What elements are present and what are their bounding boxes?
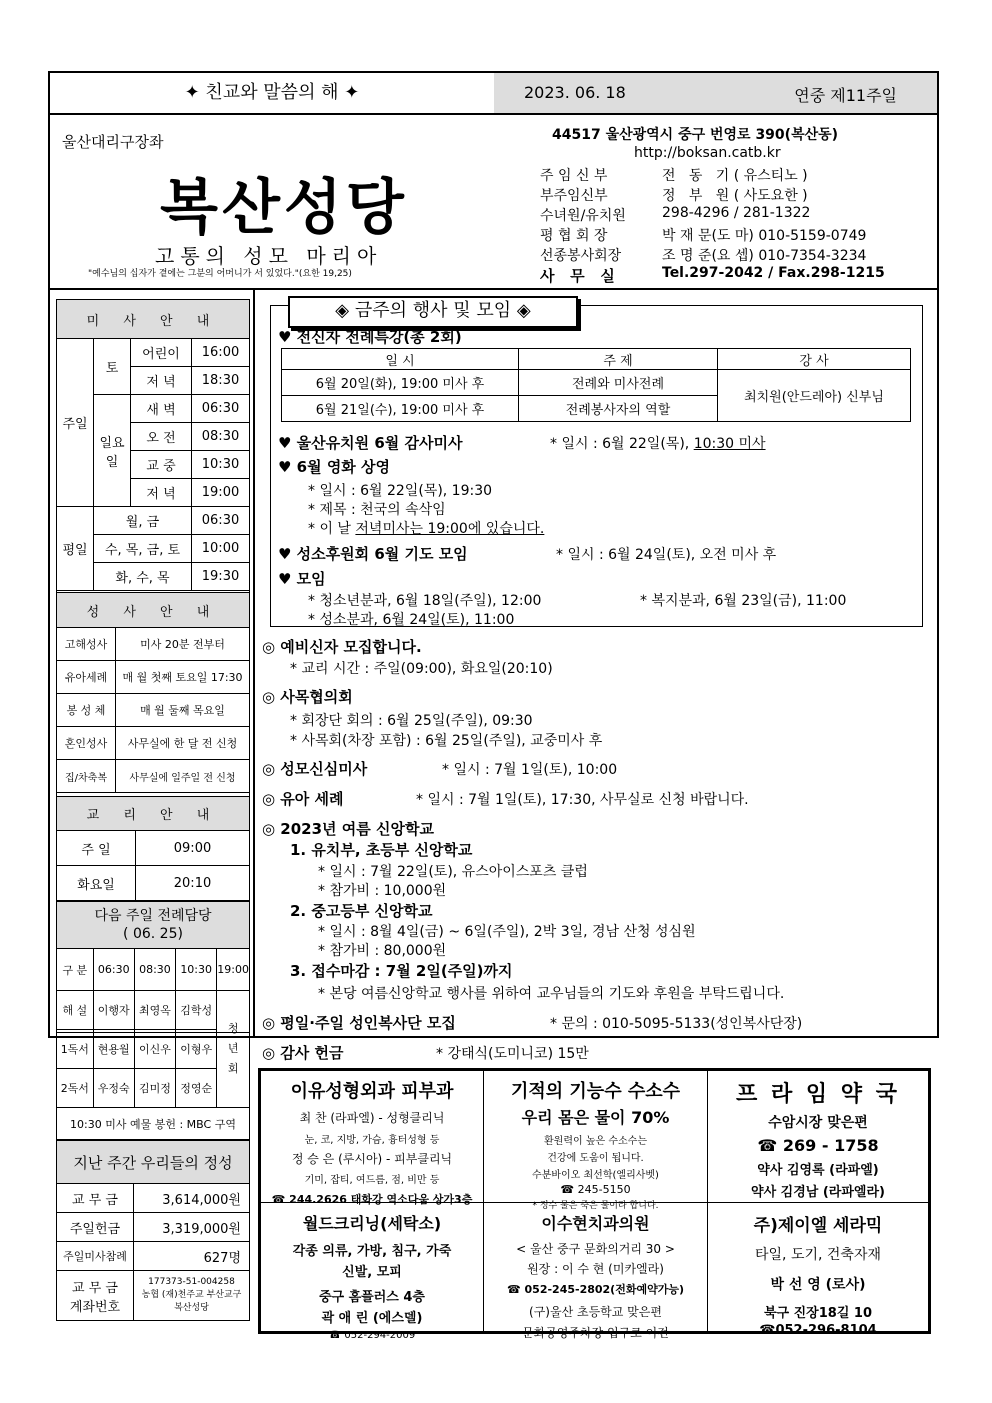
meeting-item: * 성소분과, 6월 24일(토), 11:00 xyxy=(308,612,515,628)
sunday-sub-label: 일요일 xyxy=(94,395,131,507)
liturgy-role: 2독서 xyxy=(57,1069,94,1108)
staff-role: 수녀원/유치원 xyxy=(540,208,626,224)
notice-heading: ◎ 평일·주일 성인복사단 모집 xyxy=(262,1014,456,1032)
ad-title: 이수현치과의원 xyxy=(541,1214,650,1233)
column-divider xyxy=(253,290,255,1038)
mass-name: 교 중 xyxy=(131,451,192,479)
ad-line: 눈, 코, 지방, 가슴, 흉터성형 등 xyxy=(304,1135,440,1146)
year-motto: ✦ 친교와 말씀의 해 ✦ xyxy=(50,73,496,113)
sacrament-value: 매 월 둘째 목요일 xyxy=(116,694,250,727)
liturgy-head: 06:30 xyxy=(93,949,134,991)
offering-name: 주일헌금 xyxy=(57,1213,134,1242)
catechism-day: 화요일 xyxy=(57,866,136,901)
kinder-time: 10:30 미사 xyxy=(693,436,766,452)
school-detail: * 참가비 : 80,000원 xyxy=(318,943,447,959)
parish-url[interactable]: http://boksan.catb.kr xyxy=(634,145,781,161)
offering-name: 교 무 금 xyxy=(57,1184,134,1213)
staff-value: 298-4296 / 281-1322 xyxy=(662,205,811,221)
header-divider xyxy=(48,288,939,290)
school-item: 2. 중고등부 신앙학교 xyxy=(290,902,433,920)
weekday-name: 월, 금 xyxy=(94,507,192,535)
weekday-time: 19:30 xyxy=(192,563,250,591)
lecture-topic: 전례와 미사전례 xyxy=(519,370,718,396)
weekday-time: 10:00 xyxy=(192,535,250,563)
ad-phone: ☎ 245-5150 xyxy=(560,1183,631,1196)
ad-clinic[interactable] xyxy=(260,1070,484,1206)
notice-detail: * 강태식(도미니코) 15만 xyxy=(436,1046,589,1062)
movie-heading: ♥ 6월 영화 상영 xyxy=(278,458,391,476)
liturgy-table xyxy=(56,901,250,1140)
ad-title: 프 라 임 약 국 xyxy=(736,1082,900,1107)
school-detail: * 일시 : 8월 4일(금) ~ 6일(주일), 2박 3일, 경남 산청 성심원 xyxy=(318,924,696,940)
notice-detail: * 일시 : 7월 1일(토), 17:30, 사무실로 신청 바랍니다. xyxy=(416,792,749,808)
ad-line: 건강에 도움이 됩니다. xyxy=(547,1153,644,1164)
ad-line: 원장 : 이 수 현 (미카엘라) xyxy=(527,1262,664,1276)
support-date: * 일시 : 6월 24일(토), 오전 미사 후 xyxy=(556,547,777,563)
liturgy-cell: 김미정 xyxy=(134,1069,175,1108)
parish-address: 44517 울산광역시 중구 번영로 390(복산동) xyxy=(552,127,839,143)
staff-role: 부주임신부 xyxy=(540,188,608,204)
sacrament-name: 집/차축복 xyxy=(57,760,116,793)
ad-line: 곽 애 린 (에스델) xyxy=(321,1311,423,1326)
sunday-label: 주일 xyxy=(57,339,94,507)
meeting-item: * 복지분과, 6월 23일(금), 11:00 xyxy=(640,593,847,609)
mass-name: 저 녁 xyxy=(131,367,192,395)
catechism-time: 09:00 xyxy=(136,831,250,866)
lecture-date: 6월 20일(화), 19:00 미사 후 xyxy=(282,370,519,396)
staff-role: 주 임 신 부 xyxy=(540,168,608,184)
liturgy-note: 10:30 미사 예물 봉헌 : MBC 구역 xyxy=(57,1108,250,1140)
account-number: 177373-51-004258 xyxy=(148,1277,235,1287)
saturday-label: 토 xyxy=(94,339,131,395)
patron-quote: "예수님의 십자가 곁에는 그분의 어머니가 서 있었다."(요한 19,25) xyxy=(88,269,352,279)
liturgy-head: 08:30 xyxy=(134,949,175,991)
staff-value: Tel.297-2042 / Fax.298-1215 xyxy=(662,265,885,281)
ad-dental[interactable] xyxy=(483,1202,708,1340)
liturgy-role: 1독서 xyxy=(57,1030,94,1069)
staff-role: 평 협 회 장 xyxy=(540,228,608,244)
ad-ceramic[interactable] xyxy=(707,1202,929,1338)
weekday-name: 화, 수, 목 xyxy=(94,563,192,591)
sacrament-title: 성 사 안 내 xyxy=(57,593,250,628)
mass-name: 어린이 xyxy=(131,339,192,367)
ad-line: 우리 몸은 물이 70% xyxy=(521,1108,670,1127)
catechism-day: 주 일 xyxy=(57,831,136,866)
liturgy-cell: 이신우 xyxy=(134,1030,175,1069)
ad-line: 각종 의류, 가방, 침구, 가죽 xyxy=(292,1244,452,1259)
liturgy-role: 해 설 xyxy=(57,991,94,1030)
header-bar xyxy=(48,71,939,115)
mass-title: 미 사 안 내 xyxy=(57,300,250,339)
school-item: 1. 유치부, 초등부 신앙학교 xyxy=(290,841,473,859)
school-detail: * 일시 : 7월 22일(토), 유스아이스포츠 클럽 xyxy=(318,864,588,880)
lecture-date: 6월 21일(수), 19:00 미사 후 xyxy=(282,396,519,422)
parish-name: 복산성당 xyxy=(160,173,408,243)
staff-role: 사 무 실 xyxy=(540,267,615,285)
mass-time: 06:30 xyxy=(192,395,250,423)
ad-line: 약사 김경남 (라파엘라) xyxy=(751,1185,885,1200)
movie-title: * 제목 : 천국의 속삭임 xyxy=(308,502,446,518)
ad-phone: ☎ 052-294-2009 xyxy=(328,1330,416,1341)
mass-time: 10:30 xyxy=(192,451,250,479)
liturgy-youth: 청 년 회 xyxy=(217,991,250,1108)
ad-line: 기미, 잡티, 여드름, 점, 비만 등 xyxy=(304,1175,440,1186)
weekday-name: 수, 목, 금, 토 xyxy=(94,535,192,563)
ad-line: 신발, 모피 xyxy=(342,1265,402,1280)
movie-note xyxy=(308,518,544,538)
ad-line: 정 승 은 (루시아) - 피부클리닉 xyxy=(291,1152,453,1166)
sacrament-value: 사무실에 일주일 전 신청 xyxy=(116,760,250,793)
weekday-time: 06:30 xyxy=(192,507,250,535)
ad-title: 기적의 기능수 수소수 xyxy=(510,1081,681,1102)
lecture-heading: ♥ 전신자 전례특강(총 2회) xyxy=(278,328,462,346)
bulletin-date: 2023. 06. 18 xyxy=(524,83,626,102)
ad-line: 문화공영주차장 입구로 이전 xyxy=(522,1326,669,1340)
liturgy-head: 19:00 xyxy=(217,949,250,991)
school-detail: * 본당 여름신앙학교 행사를 위하여 교우님들의 기도와 후원을 부탁드립니다. xyxy=(318,986,785,1002)
ads-grid xyxy=(258,1068,931,1341)
ad-line: 타일, 도기, 건축자재 xyxy=(755,1247,881,1263)
movie-note-text: 저녁미사는 19:00에 있습니다. xyxy=(355,521,545,537)
staff-value: 조 명 준(요 셉) 010-7354-3234 xyxy=(662,248,867,264)
offering-name: 주일미사참례 xyxy=(57,1242,134,1271)
account-label: 교 무 금 계좌번호 xyxy=(57,1271,134,1321)
liturgy-head: 10:30 xyxy=(176,949,217,991)
sacrament-table xyxy=(56,592,250,793)
ad-phone: ☎ 052-245-2802(전화예약가능) xyxy=(506,1283,684,1296)
ad-line: 환원력이 높은 수소수는 xyxy=(544,1136,647,1147)
ad-line: 박 선 영 (로사) xyxy=(770,1277,866,1293)
notice-heading: ◎ 성모신심미사 xyxy=(262,760,368,778)
ad-title: 주)제이엘 세라믹 xyxy=(753,1216,883,1236)
mass-name: 저 녁 xyxy=(131,479,192,507)
account-bank: 농협 (재)천주교 부산교구 xyxy=(141,1290,242,1300)
sacrament-name: 봉 성 체 xyxy=(57,694,116,727)
notice-detail: * 문의 : 010-5095-5133(성인복사단장) xyxy=(550,1016,803,1032)
district-label: 울산대리구장좌 xyxy=(62,133,164,151)
liturgy-cell: 김학성 xyxy=(176,991,217,1030)
ad-phone: ☎ 244.2626 태화강 역소다움 상가3층 xyxy=(271,1193,473,1206)
ad-pharmacy[interactable] xyxy=(707,1070,929,1203)
notice-detail: * 회장단 회의 : 6월 25일(주일), 09:30 xyxy=(290,713,533,729)
mass-time: 08:30 xyxy=(192,423,250,451)
sacrament-value: 매 월 첫째 토요일 17:30 xyxy=(116,661,250,694)
liturgy-cell: 이형우 xyxy=(176,1030,217,1069)
offering-value: 627명 xyxy=(134,1242,250,1271)
sacrament-name: 유아세례 xyxy=(57,661,116,694)
ad-title: 이유성형외과 피부과 xyxy=(290,1081,454,1102)
notice-heading: ◎ 2023년 여름 신앙학교 xyxy=(262,820,434,838)
movie-date: * 일시 : 6월 22일(목), 19:30 xyxy=(308,483,493,499)
ad-phone: ☎052-296-8104 xyxy=(759,1323,877,1338)
mass-time: 16:00 xyxy=(192,339,250,367)
ad-line: 최 찬 (라파엘) - 성형클리닉 xyxy=(299,1111,445,1125)
staff-value: 전 동 기 ( 유스티노 ) xyxy=(662,168,808,184)
notice-detail: * 일시 : 7월 1일(토), 10:00 xyxy=(442,762,618,778)
ad-line: 북구 진장18길 10 xyxy=(763,1306,873,1321)
school-detail: * 참가비 : 10,000원 xyxy=(318,883,447,899)
liturgy-cell: 정영순 xyxy=(176,1069,217,1108)
ad-line: * 정수 물은 죽은 물이라 합니다. xyxy=(532,1201,659,1211)
kinder-mass: ♥ 울산유치원 6월 감사미사 xyxy=(278,434,463,452)
ad-cleaning[interactable] xyxy=(260,1202,484,1341)
lecture-speaker: 최치원(안드레아) 신부님 xyxy=(718,370,911,422)
movie-note-prefix: * 이 날 xyxy=(308,521,356,537)
support-heading: ♥ 성소후원회 6월 기도 모임 xyxy=(278,545,468,563)
ad-phone: ☎ 269 - 1758 xyxy=(757,1136,879,1155)
lecture-topic: 전례봉사자의 역할 xyxy=(519,396,718,422)
sacrament-name: 혼인성사 xyxy=(57,727,116,760)
ad-line: (구)울산 초등학교 맞은편 xyxy=(529,1305,662,1319)
lecture-head: 강 사 xyxy=(718,349,911,370)
offering-value: 3,614,000원 xyxy=(134,1184,250,1213)
events-title: ◈ 금주의 행사 및 모임 ◈ xyxy=(288,296,578,328)
mass-time: 18:30 xyxy=(192,367,250,395)
mass-name: 새 벽 xyxy=(131,395,192,423)
mass-time: 19:00 xyxy=(192,479,250,507)
catechism-title: 교 리 안 내 xyxy=(57,797,250,831)
lecture-head: 주 제 xyxy=(519,349,718,370)
date-block xyxy=(494,73,937,113)
staff-value: 정 부 원 ( 사도요한 ) xyxy=(662,188,808,204)
mass-table xyxy=(56,299,250,591)
liturgy-cell: 최영옥 xyxy=(134,991,175,1030)
ad-title: 월드크리닝(세탁소) xyxy=(302,1214,442,1233)
liturgy-head: 구 분 xyxy=(57,949,94,991)
notice-detail: * 사목회(차장 포함) : 6월 25일(주일), 교중미사 후 xyxy=(290,733,603,749)
ad-line: 수분바이오 최선학(엘리사벳) xyxy=(532,1170,659,1181)
catechism-table xyxy=(56,796,250,901)
offering-value: 3,319,000원 xyxy=(134,1213,250,1242)
kinder-date xyxy=(550,433,766,453)
weekday-label: 평일 xyxy=(57,507,94,591)
notice-heading: ◎ 예비신자 모집합니다. xyxy=(262,638,422,656)
ad-water[interactable] xyxy=(483,1070,708,1211)
ad-line: 수암시장 맞은편 xyxy=(768,1115,868,1131)
ad-line: 중구 홈플러스 4층 xyxy=(318,1290,425,1305)
liturgical-week: 연중 제11주일 xyxy=(794,86,897,105)
lecture-head: 일 시 xyxy=(282,349,519,370)
meeting-heading: ♥ 모임 xyxy=(278,570,326,588)
liturgy-date: ( 06. 25) xyxy=(123,926,183,942)
liturgy-cell: 이행자 xyxy=(93,991,134,1030)
ad-line: < 울산 중구 문화의거리 30 > xyxy=(516,1242,675,1256)
offering-table xyxy=(56,1140,250,1321)
notice-heading: ◎ 유아 세례 xyxy=(262,790,344,808)
offering-title: 지난 주간 우리들의 정성 xyxy=(57,1141,250,1184)
meeting-item: * 청소년분과, 6월 18일(주일), 12:00 xyxy=(308,593,542,609)
kinder-date-text: * 일시 : 6월 22일(목), xyxy=(550,436,694,452)
liturgy-title: 다음 주일 전례담당 xyxy=(94,908,212,924)
liturgy-cell: 우정숙 xyxy=(93,1069,134,1108)
sacrament-value: 미사 20분 전부터 xyxy=(116,628,250,661)
sacrament-name: 고해성사 xyxy=(57,628,116,661)
ad-line: 약사 김영록 (라파엘) xyxy=(757,1163,879,1178)
account-holder: 복산성당 xyxy=(174,1303,209,1313)
liturgy-cell: 현용월 xyxy=(93,1030,134,1069)
staff-role: 선종봉사회장 xyxy=(540,248,622,264)
catechism-time: 20:10 xyxy=(136,866,250,901)
school-item: 3. 접수마감 : 7월 2일(주일)까지 xyxy=(290,962,513,980)
notice-detail: * 교리 시간 : 주일(09:00), 화요일(20:10) xyxy=(290,661,553,677)
staff-value: 박 재 문(도 마) 010-5159-0749 xyxy=(662,228,867,244)
parish-patron: 고통의 성모 마리아 xyxy=(155,244,383,268)
lecture-table xyxy=(281,348,911,422)
notice-heading: ◎ 감사 헌금 xyxy=(262,1044,344,1062)
notice-heading: ◎ 사목협의회 xyxy=(262,688,353,706)
mass-name: 오 전 xyxy=(131,423,192,451)
sacrament-value: 사무실에 한 달 전 신청 xyxy=(116,727,250,760)
